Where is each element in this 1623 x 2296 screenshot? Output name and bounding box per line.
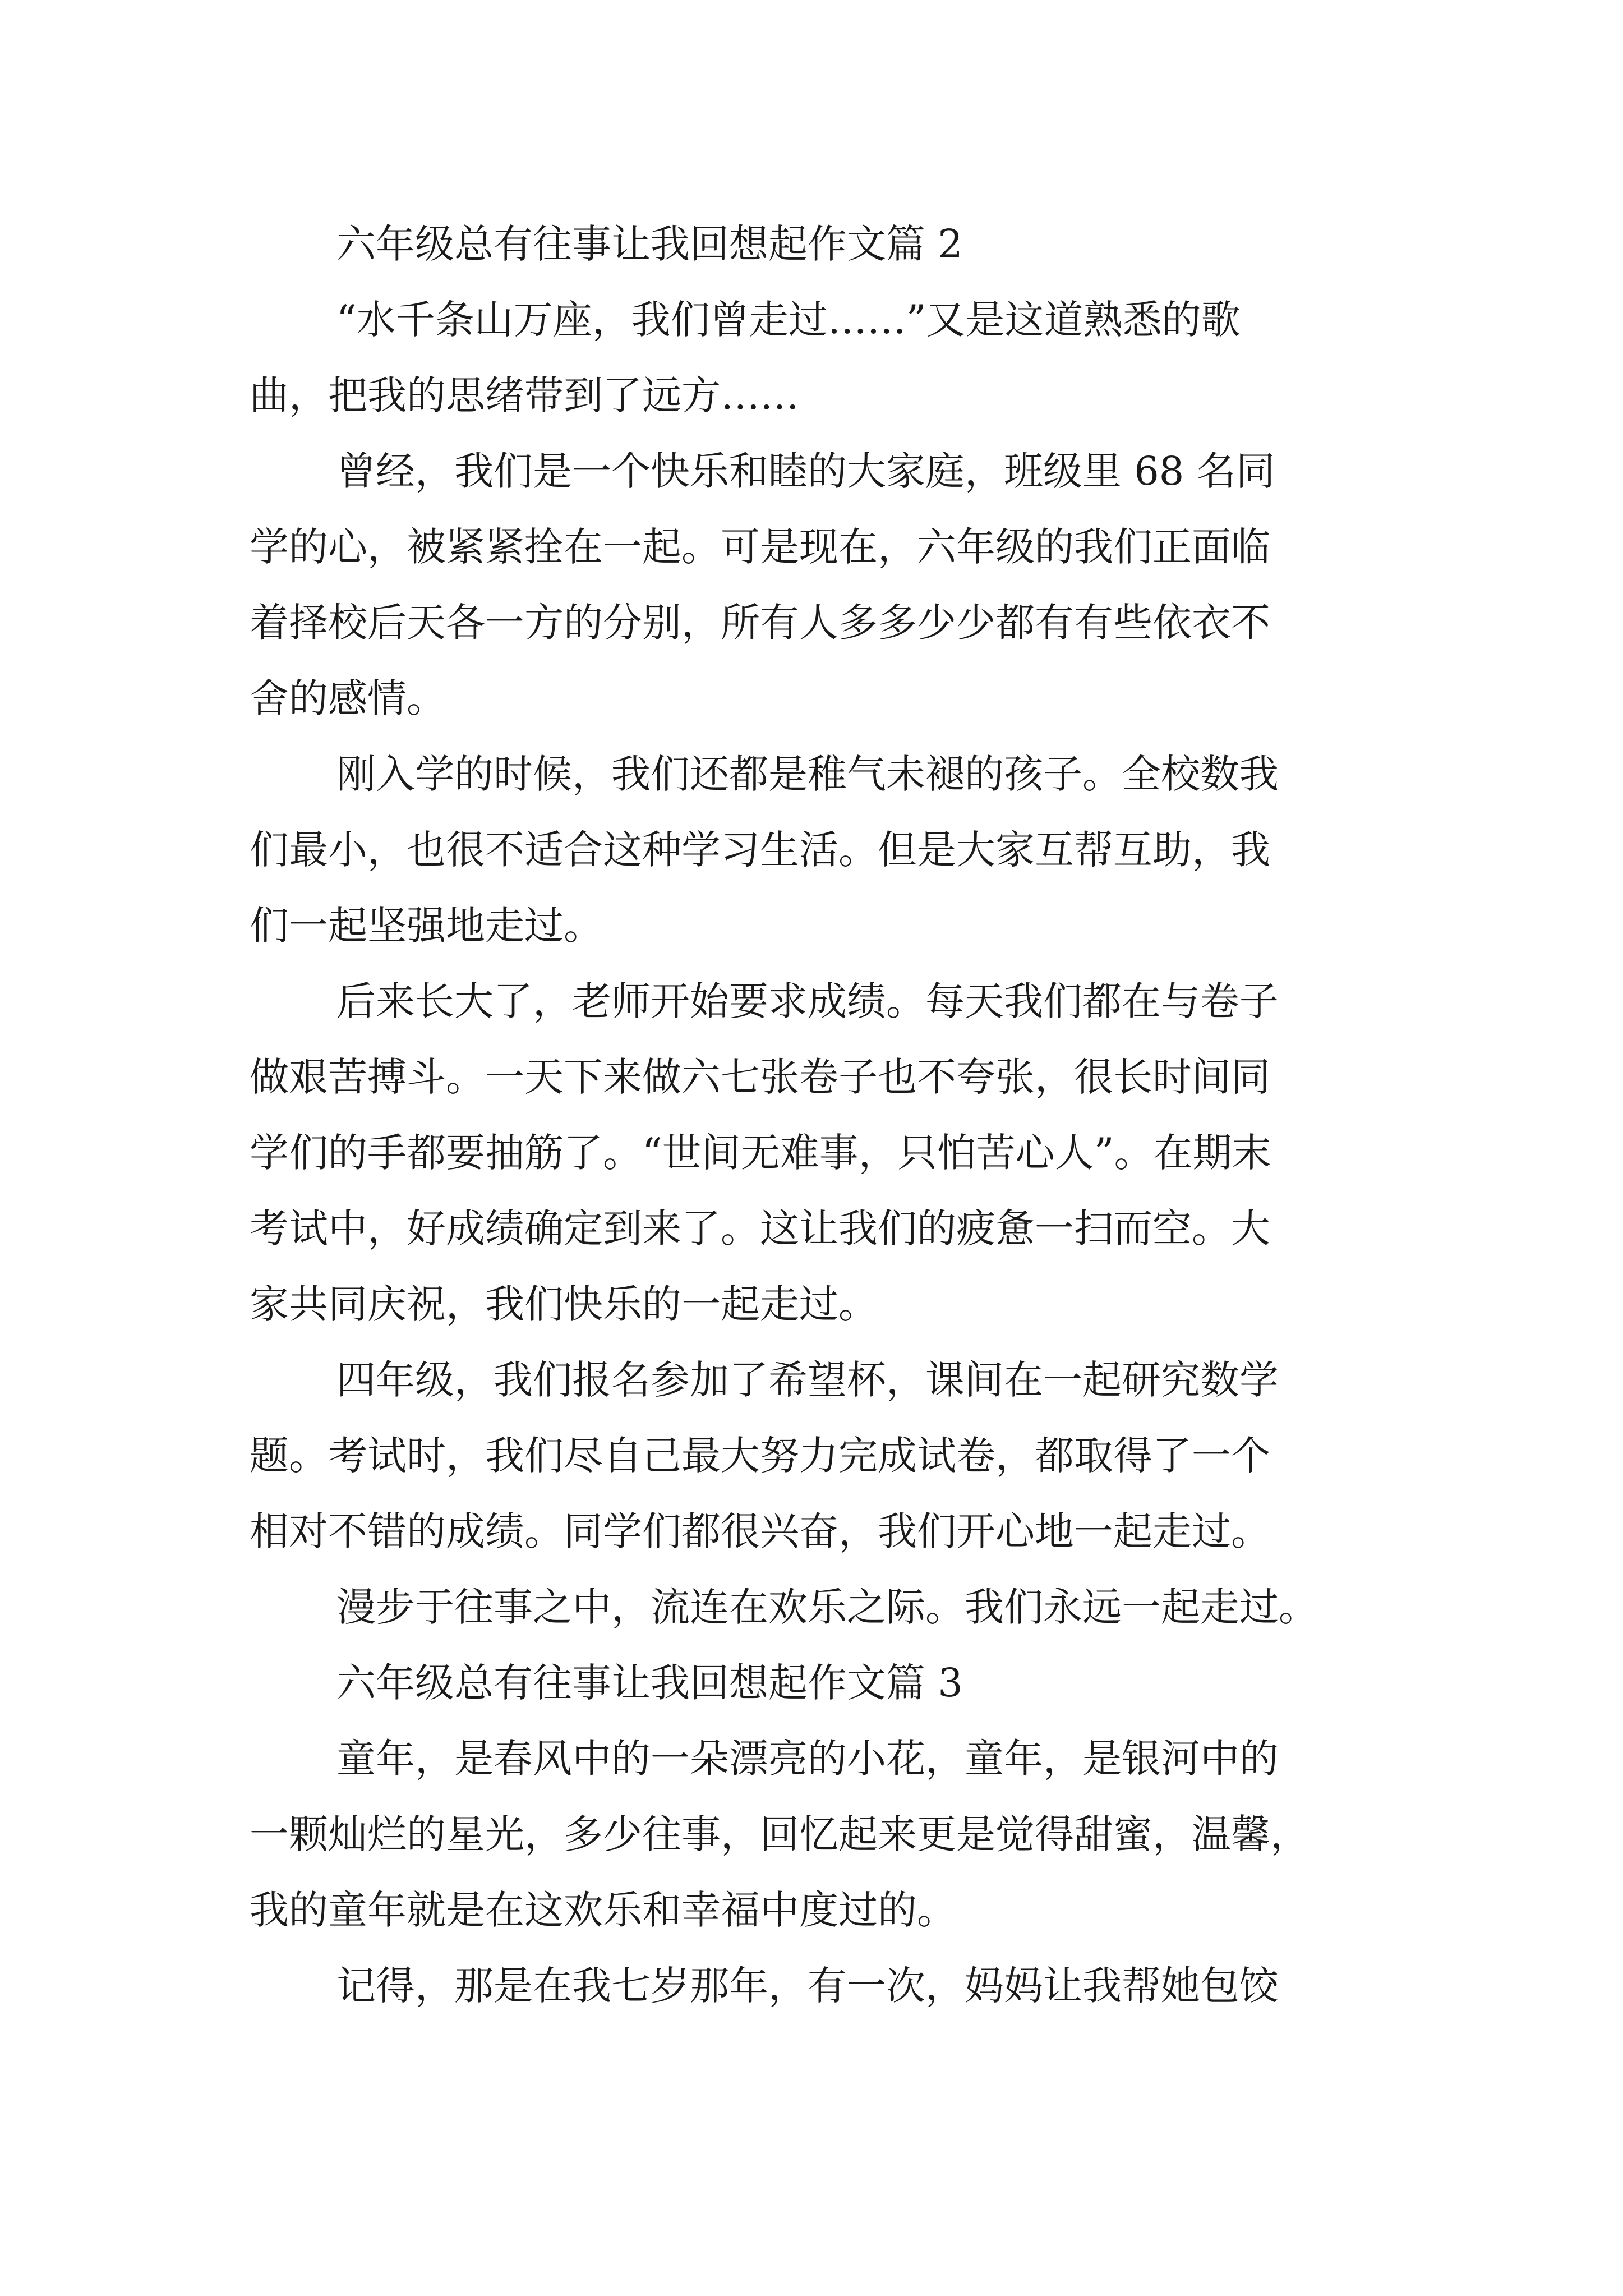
paragraph-line: 一颗灿烂的星光，多少往事，回忆起来更是觉得甜蜜，温馨， [250,1811,1310,1857]
paragraph-line: 曲，把我的思绪带到了远方…… [250,372,799,418]
paragraph-line: 舍的感情。 [250,675,446,721]
paragraph-line: 家共同庆祝，我们快乐的一起走过。 [250,1281,878,1327]
paragraph-line: 后来长大了，老师开始要求成绩。每天我们都在与卷子 [336,978,1279,1024]
paragraph-line: “水千条山万座，我们曾走过……”又是这道熟悉的歌 [336,297,1241,343]
paragraph-line: 们一起坚强地走过。 [250,903,603,949]
paragraph-line: 学们的手都要抽筋了。“世间无难事，只怕苦心人”。在期末 [250,1130,1271,1176]
paragraph-line: 考试中，好成绩确定到来了。这让我们的疲惫一扫而空。大 [250,1205,1270,1251]
paragraph-line: 题。考试时，我们尽自己最大努力完成试卷，都取得了一个 [250,1433,1270,1479]
paragraph-line: 曾经，我们是一个快乐和睦的大家庭，班级里 68 名同 [336,448,1275,494]
paragraph-line: 做艰苦搏斗。一天下来做六七张卷子也不夸张，很长时间同 [250,1054,1270,1100]
paragraph-line: 记得，那是在我七岁那年，有一次，妈妈让我帮她包饺 [336,1963,1279,2009]
paragraph-line: 相对不错的成绩。同学们都很兴奋，我们开心地一起走过。 [250,1508,1270,1554]
section-heading-3: 六年级总有往事让我回想起作文篇 3 [336,1660,963,1706]
paragraph-line: 漫步于往事之中，流连在欢乐之际。我们永远一起走过。 [336,1584,1318,1630]
paragraph-line: 着择校后天各一方的分别，所有人多多少少都有有些依衣不 [250,600,1270,646]
paragraph-line: 我的童年就是在这欢乐和幸福中度过的。 [250,1887,956,1933]
paragraph-line: 学的心，被紧紧拴在一起。可是现在，六年级的我们正面临 [250,524,1270,570]
section-heading-2: 六年级总有往事让我回想起作文篇 2 [336,221,963,267]
paragraph-line: 们最小，也很不适合这种学习生活。但是大家互帮互助，我 [250,827,1270,873]
paragraph-line: 童年，是春风中的一朵漂亮的小花，童年，是银河中的 [336,1736,1279,1782]
paragraph-line: 刚入学的时候，我们还都是稚气未褪的孩子。全校数我 [336,751,1279,797]
paragraph-line: 四年级，我们报名参加了希望杯，课间在一起研究数学 [336,1357,1279,1403]
